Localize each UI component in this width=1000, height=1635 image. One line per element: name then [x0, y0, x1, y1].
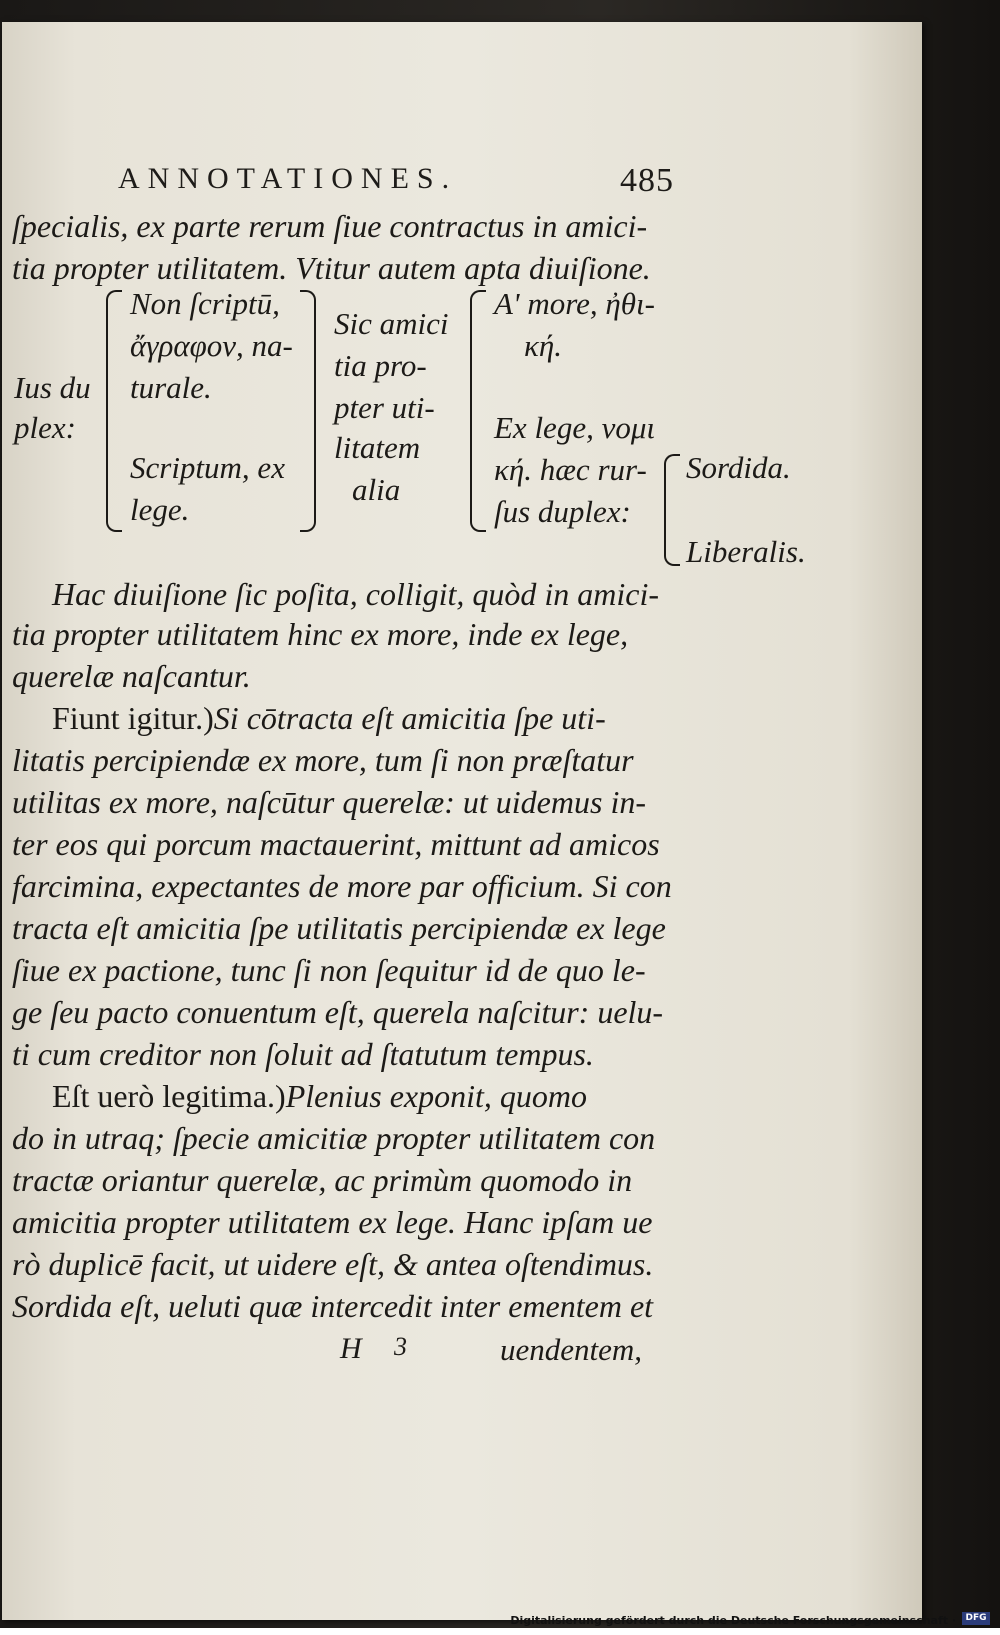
diagram-root-2: plex: [14, 410, 76, 445]
brace-4 [664, 454, 680, 566]
running-title: ANNOTATIONES. [118, 162, 458, 195]
col2-1: Sic amici [334, 306, 449, 341]
col2-3: pter uti- [334, 390, 435, 425]
col1-bottom-1: Scriptum, ex [130, 450, 285, 485]
body-line-14: do in utraq; ſpecie amicitiæ propter utilitatem con [12, 1120, 656, 1156]
page-number: 485 [620, 162, 674, 199]
body-line-10: ſiue ex pactione, tunc ſi non ſequitur id de quo le- [12, 952, 646, 988]
col1-top-2: ἄγραφον, na- [130, 328, 293, 363]
col1-top-1: Non ſcriptū, [130, 286, 280, 321]
col3-bottom-1: Ex lege, νομι [494, 410, 656, 445]
body-line-2: tia propter utilitatem hinc ex more, inde ex lege, [12, 616, 629, 652]
col2-2: tia pro- [334, 348, 427, 383]
col3-top-2: κή. [524, 328, 563, 363]
body-line-6: utilitas ex more, naſcūtur querelæ: ut uidemus in- [12, 784, 646, 820]
digitization-credit: Digitalisierung gefördert durch die Deutsche Forschungsgemeinschaft · [510, 1614, 956, 1627]
diagram-root-1: Ius du [14, 370, 91, 405]
body-line-1: Hac diuiſione ſic poſita, colligit, quòd in amici- [52, 576, 660, 612]
col3-bottom-3: ſus duplex: [494, 494, 631, 529]
col3-bottom-2: κή. hæc rur- [494, 452, 647, 487]
brace-1 [106, 290, 122, 532]
col4-1: Sordida. [686, 450, 791, 485]
body-line-9: tracta eſt amicitia ſpe utilitatis percipiendæ ex lege [12, 910, 666, 946]
body-line-18: Sordida eſt, ueluti quæ intercedit inter ementem et [12, 1288, 654, 1324]
body-line-17: rò duplicē facit, ut uidere eſt, & antea oſtendimus. [12, 1246, 654, 1282]
intro-line-2: tia propter utilitatem. Vtitur autem apta diuiſione. [12, 250, 651, 286]
body-line-11: ge ſeu pacto conuentum eſt, querela naſcitur: uelu- [12, 994, 664, 1030]
body-line-15: tractæ oriantur querelæ, ac primùm quomodo in [12, 1162, 633, 1198]
intro-line-1: ſpecialis, ex parte rerum ſiue contractus in amici- [12, 208, 648, 244]
credit-strip [0, 1628, 1000, 1635]
body-line-8: farcimina, expectantes de more par officium. Si con [12, 868, 672, 904]
brace-2 [300, 290, 316, 532]
signature-mark: H [340, 1332, 362, 1365]
body-line-16: amicitia propter utilitatem ex lege. Hanc ipſam ue [12, 1204, 653, 1240]
col3-top-1: A' more, ἠθι- [494, 286, 655, 321]
body-line-5: litatis percipiendæ ex more, tum ſi non præſtatur [12, 742, 634, 778]
col2-4: litatem [334, 430, 421, 465]
body-line-3: querelæ naſcantur. [12, 658, 251, 694]
body-line-4: Fiunt igitur.)Si cōtracta eſt amicitia ſpe uti- [52, 700, 606, 736]
catchword: uendentem, [500, 1332, 643, 1367]
dfg-logo: DFG [962, 1612, 990, 1625]
brace-3 [470, 290, 486, 532]
col1-top-3: turale. [130, 370, 212, 405]
col1-bottom-2: lege. [130, 492, 190, 527]
col2-5: alia [352, 472, 401, 507]
body-line-7: ter eos qui porcum mactauerint, mittunt ad amicos [12, 826, 660, 862]
body-line-12: ti cum creditor non ſoluit ad ſtatutum tempus. [12, 1036, 594, 1072]
col4-2: Liberalis. [686, 534, 806, 569]
signature-number: 3 [394, 1332, 407, 1361]
body-line-13: Eſt uerò legitima.)Plenius exponit, quomo [52, 1078, 587, 1114]
